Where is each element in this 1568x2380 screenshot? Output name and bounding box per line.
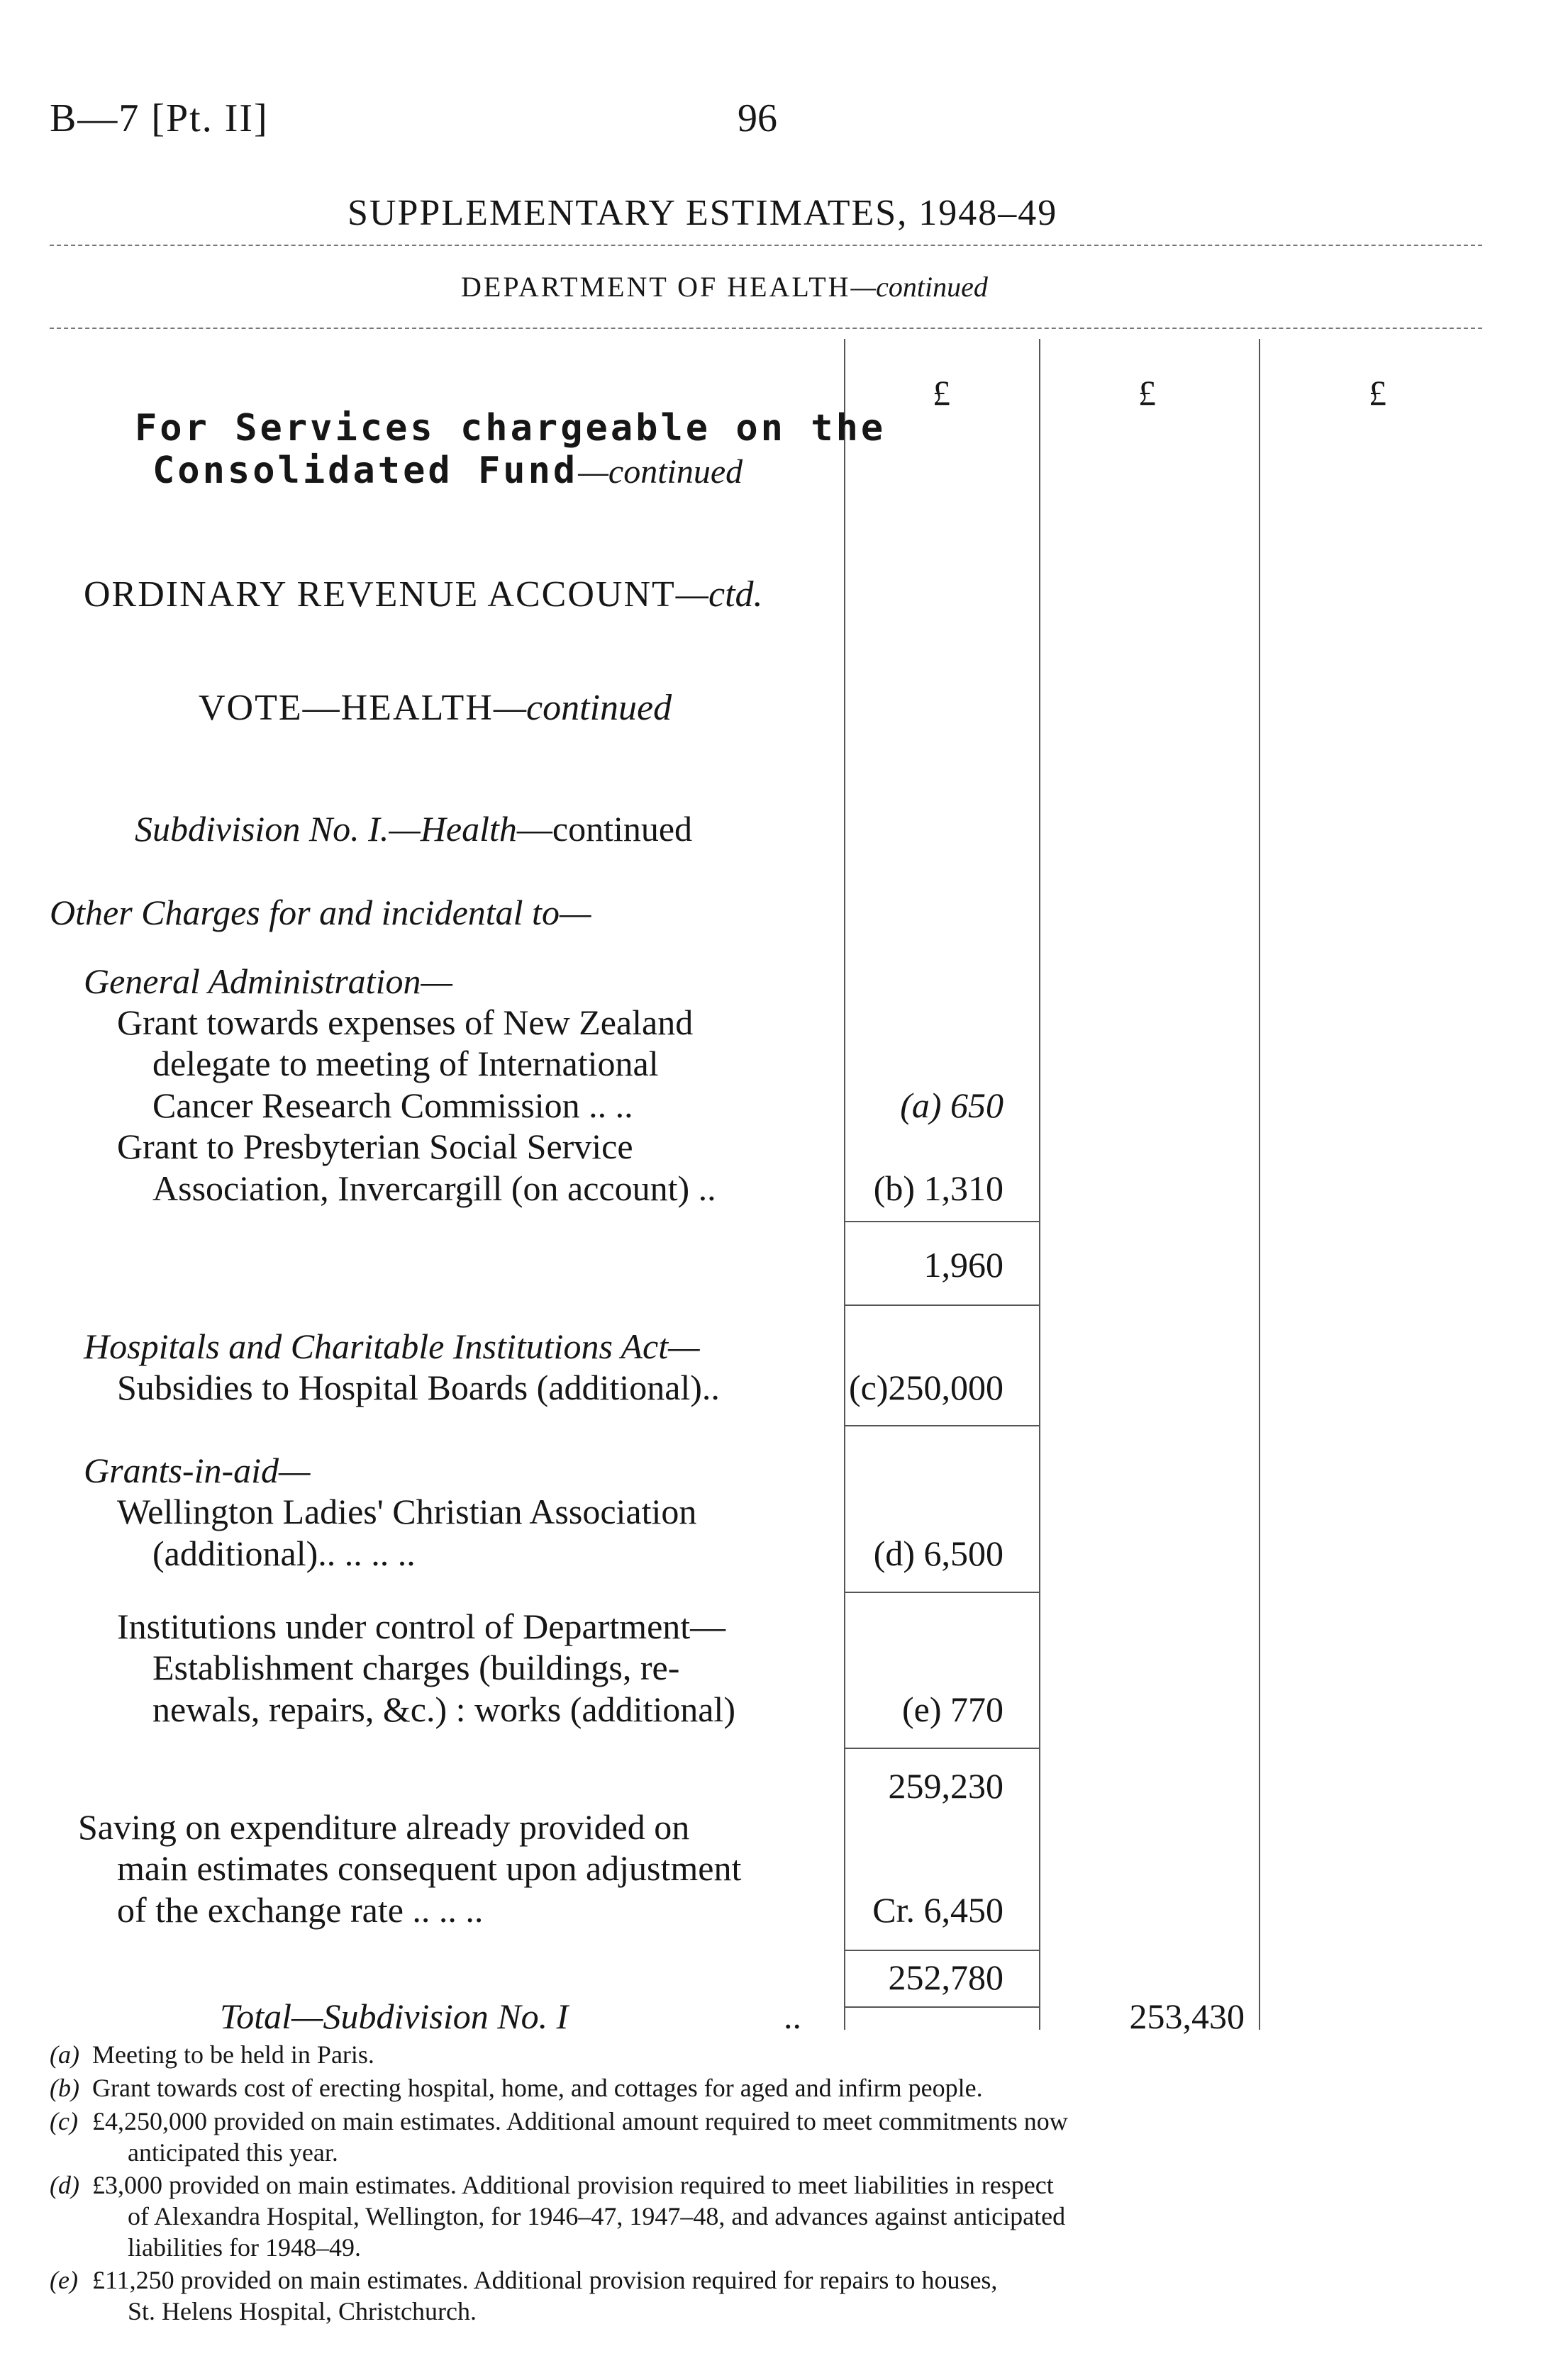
general-admin-item1-line1: Grant towards expenses of New Zealand — [117, 1002, 694, 1042]
footnote-c-line2: anticipated this year. — [128, 2138, 338, 2167]
grants-item-line1: Wellington Ladies' Christian Association — [117, 1492, 697, 1531]
account-suffix: —ctd. — [675, 574, 763, 615]
account-heading — [84, 574, 763, 615]
general-admin-item2-amount: (b) 1,310 — [873, 1168, 1003, 1208]
institutions-amount: (e) 770 — [902, 1689, 1003, 1729]
footnote-mark-e: (e) — [50, 2266, 78, 2294]
subdivision-suffix: —continued — [516, 809, 693, 849]
department-heading — [461, 271, 988, 303]
footnote-mark-b: (b) — [50, 2074, 79, 2102]
general-admin-item2-line1: Grant to Presbyterian Social Service — [117, 1127, 633, 1166]
column-rule-1 — [844, 339, 845, 2030]
vote-suffix: —continued — [493, 688, 672, 728]
total-leader-dots: .. — [784, 1996, 801, 2036]
currency-header-2: £ — [1138, 373, 1156, 413]
hospitals-item-line: Subsidies to Hospital Boards (additional).. — [117, 1368, 720, 1407]
general-admin-subtotal: 1,960 — [923, 1245, 1003, 1285]
saving-line3: of the exchange rate .. .. .. — [117, 1890, 484, 1930]
footnote-a-line1: Meeting to be held in Paris. — [92, 2040, 374, 2069]
title-rule — [50, 245, 1482, 246]
running-total: 259,230 — [888, 1766, 1003, 1806]
page-reference: B—7 [Pt. II] — [50, 96, 269, 140]
grants-heading: Grants-in-aid— — [84, 1451, 311, 1490]
other-charges-heading: Other Charges for and incidental to— — [50, 893, 591, 932]
net-total-rule — [844, 1950, 1039, 1951]
general-admin-heading: General Administration— — [84, 961, 452, 1001]
footnote-d-line1: £3,000 provided on main estimates. Additional provision required to meet liabilities in respect — [92, 2171, 1054, 2199]
account-label: ORDINARY REVENUE ACCOUNT — [84, 574, 676, 615]
general-admin-item1-amount: (a) 650 — [900, 1085, 1003, 1125]
institutions-line1: Institutions under control of Department— — [117, 1607, 726, 1646]
general-admin-item2-line2: Association, Invercargill (on account) .. — [152, 1168, 716, 1208]
currency-header-3: £ — [1369, 373, 1386, 413]
services-heading-fund: Consolidated Fund — [152, 449, 579, 492]
services-heading-line2 — [152, 450, 743, 493]
institutions-line3: newals, repairs, &c.) : works (additional) — [152, 1689, 735, 1729]
footnote-d-line2: of Alexandra Hospital, Wellington, for 1946–47, 1947–48, and advances against anticipated — [128, 2202, 1066, 2230]
subdivision-heading — [135, 808, 692, 849]
column-rule-2 — [1039, 339, 1040, 2030]
subtotal-rule — [844, 1221, 1039, 1222]
footnote-mark-d: (d) — [50, 2171, 79, 2199]
footnote-c-line1: £4,250,000 provided on main estimates. Additional amount required to meet commitments now — [92, 2107, 1068, 2135]
department-suffix: —continued — [850, 271, 988, 303]
institutions-line2: Establishment charges (buildings, re- — [152, 1648, 680, 1687]
saving-line2: main estimates consequent upon adjustment — [117, 1848, 742, 1888]
total-amount: 253,430 — [1129, 1996, 1245, 2036]
vote-label: VOTE—HEALTH — [199, 688, 494, 728]
grants-item-line2: (additional).. .. .. .. — [152, 1533, 416, 1573]
footnote-mark-a: (a) — [50, 2040, 79, 2069]
hospitals-item-amount: (c)250,000 — [849, 1368, 1003, 1407]
subdivision-label: Subdivision No. I.—Health — [135, 809, 517, 849]
footnote-mark-c: (c) — [50, 2107, 78, 2135]
footnote-e-line2: St. Helens Hospital, Christchurch. — [128, 2297, 477, 2325]
hospitals-rule — [844, 1425, 1039, 1426]
footnote-b-line1: Grant towards cost of erecting hospital, home, and cottages for aged and infirm people. — [92, 2074, 983, 2102]
saving-line1: Saving on expenditure already provided on — [78, 1807, 690, 1847]
footnote-d-line3: liabilities for 1948–49. — [128, 2233, 361, 2262]
general-admin-item1-line2: delegate to meeting of International — [152, 1044, 659, 1083]
services-heading-line1: For Services chargeable on the — [135, 407, 886, 449]
page-number: 96 — [738, 96, 777, 140]
department-label: DEPARTMENT OF HEALTH — [461, 271, 851, 303]
net-total: 252,780 — [888, 1957, 1003, 1997]
saving-amount: Cr. 6,450 — [872, 1890, 1003, 1930]
footnote-e-line1: £11,250 provided on main estimates. Additional provision required for repairs to houses, — [92, 2266, 998, 2294]
net-total-rule-lower — [844, 2006, 1039, 2008]
total-label: Total—Subdivision No. I — [220, 1996, 569, 2036]
subtotal-rule-lower — [844, 1304, 1039, 1306]
grants-item-amount: (d) 6,500 — [873, 1533, 1003, 1573]
running-total-rule — [844, 1748, 1039, 1749]
department-rule — [50, 328, 1482, 329]
hospitals-heading: Hospitals and Charitable Institutions Act— — [84, 1326, 700, 1366]
vote-heading — [199, 688, 672, 729]
general-admin-item1-line3: Cancer Research Commission .. .. — [152, 1085, 633, 1125]
page-title: SUPPLEMENTARY ESTIMATES, 1948–49 — [347, 193, 1058, 233]
services-heading-suffix: —continued — [578, 453, 743, 491]
column-rule-3 — [1259, 339, 1260, 2030]
currency-header-1: £ — [933, 373, 950, 413]
grants-rule — [844, 1592, 1039, 1593]
